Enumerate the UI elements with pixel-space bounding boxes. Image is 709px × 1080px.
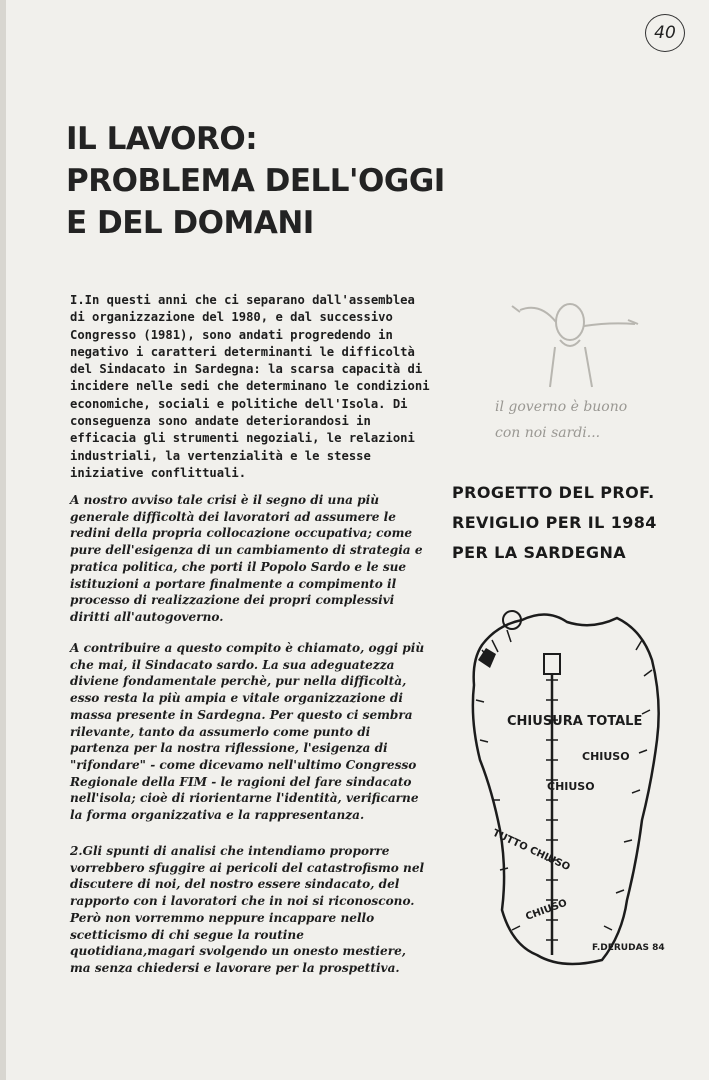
paragraph-4: 2.Gli spunti di analisi che intendiamo proporre vorrebbero sfuggire ai pericoli del catastrofismo nel discutere di noi, del nostro essere sindacato, del rapporto con i lavoratori che in noi si riconoscono. Però non vorremmo neppure incappare nello scetticismo di chi segue la routine quotidiana,magari svolgendo un onesto mestiere, ma senza chiedersi e lavorare per la prospettiva. (70, 844, 425, 975)
title-line-1: IL LAVORO: (66, 121, 258, 157)
title-line-3: E DEL DOMANI (66, 205, 314, 241)
map-label-chiuso-top: CHIUSO (582, 750, 630, 763)
article-title (66, 118, 445, 244)
note-line-3: PER LA SARDEGNA (452, 543, 627, 562)
paragraph-2: A nostro avviso tale crisi è il segno di una più generale difficoltà dei lavoratori ad assumere le redini della propria collocazione occupativa; come pure dell'esigenza di un cambiamento di strategia e pratica politica, che porti il Popolo Sardo e le sue istituzioni a portare finalmente a compimento il processo di realizzazione dei propri complessivi diritti all'autogoverno. (70, 493, 423, 624)
note-line-2: REVIGLIO PER IL 1984 (452, 513, 657, 532)
caption-line-2: con noi sardi... (495, 425, 601, 441)
paragraph-1: I.In questi anni che ci separano dall'assemblea di organizzazione del 1980, e dal successivo Congresso (1981), sono andati progredendo in negativo i caratteri determinanti le difficoltà del Sindacato in Sardegna: la scarsa capacità di incidere nelle sedi che determinano le condizioni economiche, sociali e politiche dell'Isola. Di conseguenza sono andate deteriorandosi in efficacia gli strumenti negoziali, le relazioni industriali, la vertenzialità e le stesse iniziative conflittuali. (70, 293, 430, 480)
map-label-chiuso-bottom: CHIUSO (524, 897, 569, 923)
handwritten-note (452, 478, 702, 568)
page-edge (0, 0, 6, 1080)
paragraph-3: A contribuire a questo compito è chiamato, oggi più che mai, il Sindacato sardo. La sua adeguatezza diviene fondamentale perchè, pur nella difficoltà, esso resta la più ampia e vitale organizzazione di massa presente in Sardegna. Per questo ci sembra rilevante, tanto da assumerlo come punto di partenza per la nostra riflessione, l'esigenza di "rifondare" - come dicevamo nell'ultimo Congresso Regionale della FIM - le ragioni del fare sindacato nell'isola; cioè di riorientarne l'identità, verificarne la forma organizzativa e la rappresentanza. (70, 641, 425, 823)
map-label-tutto-chiuso: TUTTO CHIUSO (490, 827, 572, 874)
title-line-2: PROBLEMA DELL'OGGI (66, 163, 445, 199)
note-line-1: PROGETTO DEL PROF. (452, 483, 655, 502)
cartoon-caption (495, 394, 627, 446)
caption-line-1: il governo è buono (495, 399, 628, 415)
sardinia-map (452, 600, 667, 985)
map-label-chiusura: CHIUSURA TOTALE (507, 714, 643, 729)
map-signature: F.DERUDAS 84 (592, 943, 665, 953)
cartoon-figure (500, 292, 645, 392)
map-label-chiuso-mid: CHIUSO (547, 780, 595, 793)
page-number: 40 (645, 14, 685, 52)
zipper-pull (544, 654, 560, 674)
map-island-shading (478, 648, 496, 668)
